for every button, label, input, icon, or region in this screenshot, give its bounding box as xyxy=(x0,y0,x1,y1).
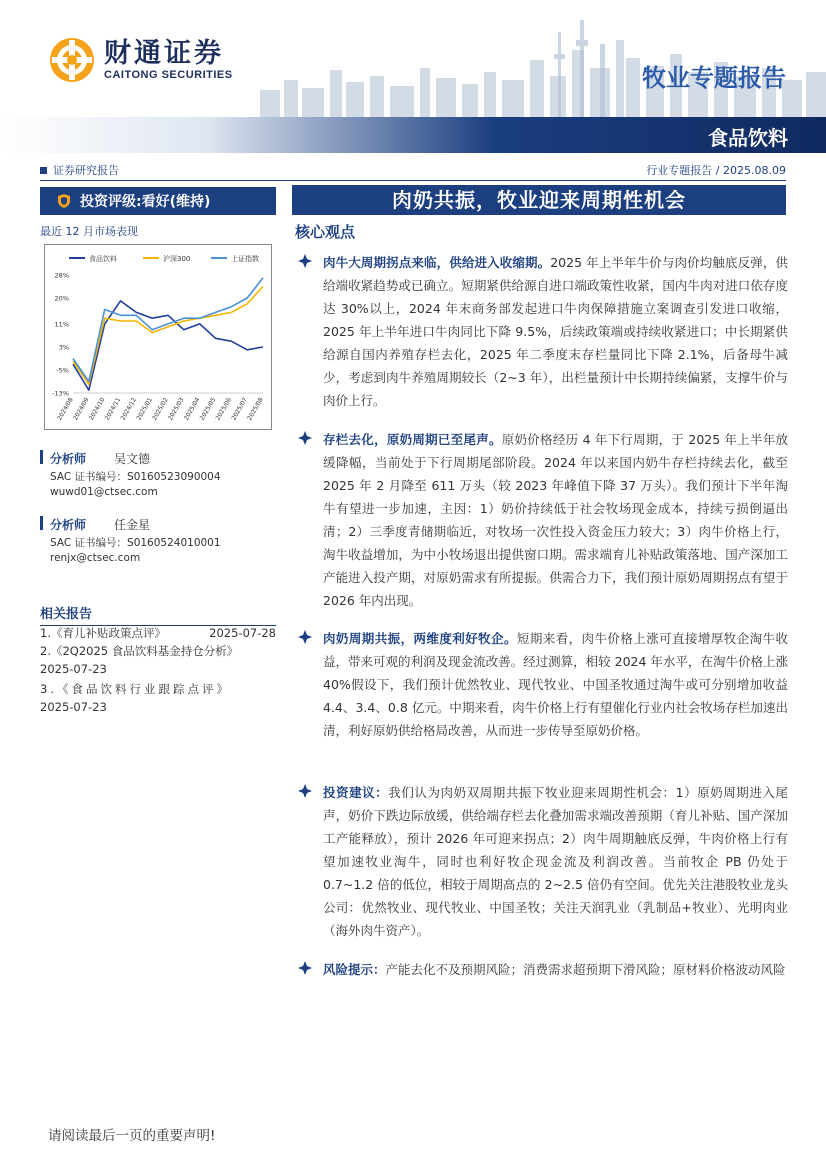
core-view-3 xyxy=(298,627,788,742)
logo-english-name: CAITONG SECURITIES xyxy=(104,69,233,81)
core-view-5 xyxy=(298,958,788,981)
research-report-label: 证券研究报告 xyxy=(53,164,119,177)
core-view-heading: 存栏去化，原奶周期已至尾声。 xyxy=(323,432,502,447)
legend-label: 食品饮料 xyxy=(89,255,117,263)
core-view-body: 我们认为肉奶双周期共振下牧业迎来周期性机会：1）原奶周期进入尾声，奶价下跌边际放缓，供给端存栏去化叠加需求端改善预期（育儿补贴、国产深加工产能释放），预计 2026 年可迎来拐点；2）肉牛周期触底反弹，牛肉价格上行有望加速牧业淘牛，同时也利好牧企现金流及利润改善。当前牧企 PB 仍处于 0.7~1.2 倍的低位，相较于周期高点的 2~2.5 倍仍有空间。优先关注港股牧业龙头公司：优然牧业、现代牧业、中国圣牧；关注天润乳业（乳制品+牧业）、光明肉业（海外肉牛资产）。 xyxy=(323,785,788,938)
x-tick-label: 2024/11 xyxy=(103,396,123,422)
core-view-heading: 投资建议： xyxy=(323,785,389,800)
core-view-body: 2025 年上半年牛价与肉价均触底反弹，供给端收紧趋势或已确立。短期紧供给源自进口端政策性收紧，国内牛肉对进口依存度达 30%以上，2024 年末商务部发起进口牛肉保障措施立案调查引发进口收缩，2025 年上半年进口牛肉同比下降 9.5%，后续政策端或持续收紧进口；中长期紧供给源自国内养殖存栏去化，2025 年二季度末存栏量同比下降 2.1%，后备母牛减少，考虑到肉牛养殖周期较长（2~3 年），出栏量预计中长期持续偏紧，支撑牛价与肉价上行。 xyxy=(323,255,788,408)
y-tick-label: 28% xyxy=(54,271,69,280)
legend-label: 上证指数 xyxy=(231,255,259,263)
disclaimer-footer: 请阅读最后一页的重要声明! xyxy=(48,1128,216,1144)
meta-row xyxy=(40,161,786,181)
x-tick-label: 2024/09 xyxy=(72,396,91,422)
x-tick-label: 2025/06 xyxy=(214,396,234,422)
core-view-4 xyxy=(298,781,788,942)
performance-chart-svg xyxy=(45,245,273,431)
diamond-bullet-icon xyxy=(298,431,312,445)
analyst-role: 分析师 xyxy=(50,518,87,532)
related-report-title[interactable]: 1.《育儿补贴政策点评》 xyxy=(40,626,166,640)
core-view-text xyxy=(323,958,788,981)
sector-name: 食品饮料 xyxy=(708,126,788,150)
core-view-text xyxy=(323,428,788,612)
analyst-card-2 xyxy=(40,516,276,576)
diamond-bullet-icon xyxy=(298,254,312,268)
x-tick-label: 2025/04 xyxy=(182,396,202,422)
related-report-title[interactable]: 2.《2Q2025 食品饮料基金持仓分析》 xyxy=(40,644,239,658)
square-bullet-icon xyxy=(40,167,47,174)
core-view-body: 产能去化不及预期风险；消费需求超预期下滑风险；原材料价格波动风险 xyxy=(385,962,786,977)
x-tick-label: 2025/02 xyxy=(151,396,170,422)
core-view-heading: 风险提示： xyxy=(323,962,386,977)
market-performance-label: 最近 12 月市场表现 xyxy=(40,225,138,238)
report-main-title: 肉奶共振，牧业迎来周期性机会 xyxy=(292,185,786,215)
core-views-heading: 核心观点 xyxy=(295,223,356,241)
shield-icon xyxy=(56,193,72,209)
y-tick-label: 3% xyxy=(58,343,69,352)
x-tick-label: 2025/07 xyxy=(230,396,249,422)
x-tick-label: 2025/08 xyxy=(246,396,265,422)
caitong-logo-icon xyxy=(48,36,96,84)
related-report-2[interactable] xyxy=(40,642,276,678)
rating-label: 投资评级:看好(维持) xyxy=(80,194,211,210)
y-tick-label: 11% xyxy=(54,320,69,329)
related-report-date: 2025-07-28 xyxy=(209,626,276,640)
y-tick-label: 20% xyxy=(54,294,69,303)
related-reports-title: 相关报告 xyxy=(40,603,276,626)
y-tick-label: -5% xyxy=(56,366,69,375)
report-header xyxy=(0,0,826,155)
logo-chinese-name: 财通证券 xyxy=(104,38,224,69)
x-tick-label: 2025/01 xyxy=(135,396,154,422)
related-report-date: 2025-07-23 xyxy=(40,700,107,714)
analyst-name: 任金星 xyxy=(114,518,151,532)
analyst-accent-bar xyxy=(40,450,43,464)
x-tick-label: 2025/03 xyxy=(167,396,186,422)
analyst-role: 分析师 xyxy=(50,452,87,466)
diamond-bullet-icon xyxy=(298,961,312,975)
core-view-text xyxy=(323,627,788,742)
analyst-name: 吴文德 xyxy=(114,452,151,466)
x-tick-label: 2024/12 xyxy=(119,396,139,422)
core-view-body: 原奶价格经历 4 年下行周期，于 2025 年上半年放缓降幅，当前处于下行周期尾部阶段。2024 年以来国内奶牛存栏持续去化，截至 2025 年 2 月降至 611 万头（较 2023 年峰值下降 37 万头）。我们预计下半年淘牛有望进一步加速，主因：1）奶价持续低于社会牧场现金成本，持续亏损倒逼出清；2）三季度青储期临近，对牧场一次性投入资金压力较大；3）肉牛价格上行，淘牛收益增加，为中小牧场退出提供窗口期。需求端育儿补贴政策落地、国产深加工产能进入投产期，对原奶需求有所提振。供需合力下，我们预计原奶周期拐点有望于 2026 年内出现。 xyxy=(323,432,788,608)
core-view-text xyxy=(323,251,788,412)
y-tick-label: -13% xyxy=(52,389,69,398)
series-line xyxy=(73,301,263,390)
diamond-bullet-icon xyxy=(298,630,312,644)
related-report-1[interactable] xyxy=(40,624,276,642)
core-view-heading: 肉牛大周期拐点来临，供给进入收缩期。 xyxy=(323,255,551,270)
analyst-sac-number: SAC 证书编号：S0160524010001 xyxy=(50,537,221,549)
sector-band xyxy=(0,117,826,153)
analyst-sac-number: SAC 证书编号：S0160523090004 xyxy=(50,471,221,483)
related-report-3[interactable] xyxy=(40,680,276,716)
core-view-heading: 肉奶周期共振，两维度利好牧企。 xyxy=(323,631,517,646)
related-report-title[interactable]: 3.《食品饮料行业跟踪点评》 xyxy=(40,682,231,696)
x-tick-label: 2024/10 xyxy=(87,396,107,422)
related-report-date: 2025-07-23 xyxy=(40,662,107,676)
caitong-logo xyxy=(48,36,233,84)
x-tick-label: 2025/05 xyxy=(198,396,218,422)
legend-label: 沪深300 xyxy=(163,255,191,263)
meta-left xyxy=(40,162,119,178)
analyst-email[interactable]: renjx@ctsec.com xyxy=(50,552,141,564)
market-performance-chart xyxy=(44,244,272,430)
report-type-title: 牧业专题报告 xyxy=(642,64,786,92)
report-type-date: 行业专题报告 / 2025.08.09 xyxy=(646,164,786,177)
core-view-2 xyxy=(298,428,788,612)
diamond-bullet-icon xyxy=(298,784,312,798)
analyst-card-1 xyxy=(40,450,276,510)
core-view-body: 短期来看，肉牛价格上涨可直接增厚牧企淘牛收益，带来可观的利润及现金流改善。经过测算，相较 2024 年水平，在淘牛价格上涨 40%假设下，我们预计优然牧业、现代牧业、中国圣牧通过淘牛或可分别增加收益 4.4、3.4、0.8 亿元。中期来看，肉牛价格上行有望催化行业内社会牧场存栏加速出清，利好原奶供给格局改善，从而进一步传导至原奶价格。 xyxy=(323,631,788,738)
core-view-1 xyxy=(298,251,788,412)
analyst-email[interactable]: wuwd01@ctsec.com xyxy=(50,486,158,498)
x-tick-label: 2024/08 xyxy=(56,396,75,422)
core-view-text xyxy=(323,781,788,942)
analyst-accent-bar xyxy=(40,516,43,530)
investment-rating xyxy=(40,187,276,215)
